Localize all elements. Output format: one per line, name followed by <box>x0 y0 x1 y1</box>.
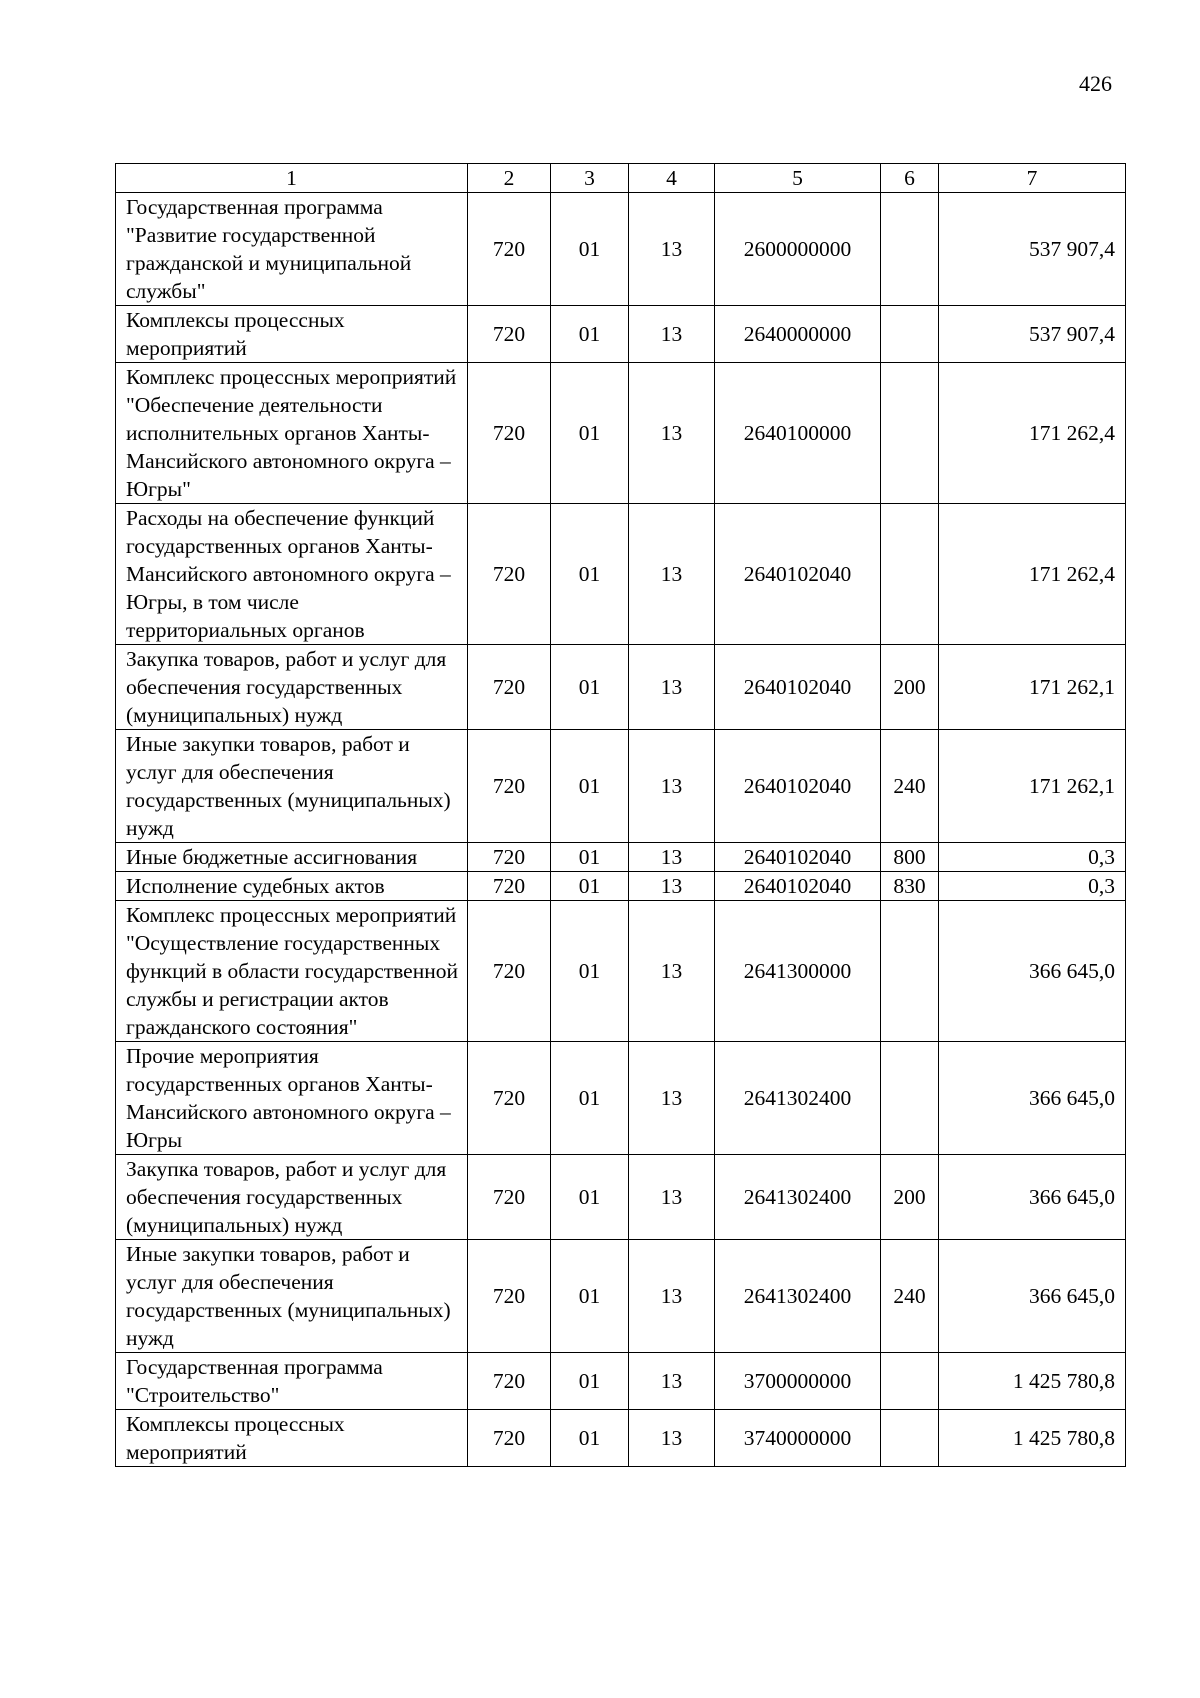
row-amount: 366 645,0 <box>939 1155 1126 1240</box>
row-col4: 13 <box>629 730 715 843</box>
row-name: Прочие мероприятия государственных органов Ханты-Мансийского автономного округа – Югры <box>116 1042 468 1155</box>
row-col6 <box>881 306 939 363</box>
header-cell: 6 <box>881 164 939 193</box>
row-col4: 13 <box>629 1353 715 1410</box>
row-col3: 01 <box>551 645 629 730</box>
header-cell: 4 <box>629 164 715 193</box>
row-col4: 13 <box>629 1240 715 1353</box>
table-row <box>116 843 1126 872</box>
budget-table <box>115 163 1126 1467</box>
table-row <box>116 1240 1126 1353</box>
row-name: Закупка товаров, работ и услуг для обеспечения государственных (муниципальных) нужд <box>116 645 468 730</box>
row-name: Иные бюджетные ассигнования <box>116 843 468 872</box>
row-col3: 01 <box>551 843 629 872</box>
row-col6: 240 <box>881 1240 939 1353</box>
row-amount: 171 262,1 <box>939 645 1126 730</box>
row-col4: 13 <box>629 306 715 363</box>
table-header-row <box>116 164 1126 193</box>
row-col2: 720 <box>468 504 551 645</box>
row-col2: 720 <box>468 306 551 363</box>
row-col4: 13 <box>629 901 715 1042</box>
row-name: Комплекс процессных мероприятий "Обеспечение деятельности исполнительных органов Ханты-Мансийского автономного округа – Югры" <box>116 363 468 504</box>
row-name: Комплексы процессных мероприятий <box>116 306 468 363</box>
row-name: Комплексы процессных мероприятий <box>116 1410 468 1467</box>
row-name: Иные закупки товаров, работ и услуг для обеспечения государственных (муниципальных) нужд <box>116 1240 468 1353</box>
row-col2: 720 <box>468 193 551 306</box>
row-amount: 171 262,4 <box>939 504 1126 645</box>
row-name: Государственная программа "Развитие государственной гражданской и муниципальной службы" <box>116 193 468 306</box>
page-number: 426 <box>1079 71 1112 96</box>
row-name: Закупка товаров, работ и услуг для обеспечения государственных (муниципальных) нужд <box>116 1155 468 1240</box>
row-col5: 2641302400 <box>715 1042 881 1155</box>
row-col6 <box>881 901 939 1042</box>
table-row <box>116 1155 1126 1240</box>
row-col2: 720 <box>468 1410 551 1467</box>
row-name: Иные закупки товаров, работ и услуг для обеспечения государственных (муниципальных) нужд <box>116 730 468 843</box>
row-col5: 2641300000 <box>715 901 881 1042</box>
row-col3: 01 <box>551 504 629 645</box>
row-col6 <box>881 363 939 504</box>
row-amount: 537 907,4 <box>939 193 1126 306</box>
row-amount: 0,3 <box>939 843 1126 872</box>
row-col6 <box>881 193 939 306</box>
row-col4: 13 <box>629 1155 715 1240</box>
row-col4: 13 <box>629 872 715 901</box>
row-col2: 720 <box>468 872 551 901</box>
header-cell: 7 <box>939 164 1126 193</box>
row-col3: 01 <box>551 363 629 504</box>
row-col6 <box>881 1353 939 1410</box>
table-row <box>116 1410 1126 1467</box>
row-col5: 2640102040 <box>715 872 881 901</box>
row-col2: 720 <box>468 901 551 1042</box>
row-col2: 720 <box>468 645 551 730</box>
row-name: Исполнение судебных актов <box>116 872 468 901</box>
row-col4: 13 <box>629 363 715 504</box>
row-col2: 720 <box>468 1240 551 1353</box>
row-col5: 2641302400 <box>715 1240 881 1353</box>
table-row <box>116 306 1126 363</box>
table-row <box>116 872 1126 901</box>
row-col5: 2641302400 <box>715 1155 881 1240</box>
row-col4: 13 <box>629 843 715 872</box>
row-col2: 720 <box>468 1042 551 1155</box>
table-row <box>116 1353 1126 1410</box>
row-col2: 720 <box>468 1353 551 1410</box>
row-col3: 01 <box>551 1353 629 1410</box>
row-col6: 200 <box>881 1155 939 1240</box>
header-cell: 1 <box>116 164 468 193</box>
row-col5: 2640000000 <box>715 306 881 363</box>
row-col5: 2640100000 <box>715 363 881 504</box>
row-col6: 240 <box>881 730 939 843</box>
row-col2: 720 <box>468 363 551 504</box>
row-amount: 537 907,4 <box>939 306 1126 363</box>
row-amount: 1 425 780,8 <box>939 1410 1126 1467</box>
header-cell: 3 <box>551 164 629 193</box>
row-col2: 720 <box>468 730 551 843</box>
table-row <box>116 1042 1126 1155</box>
row-col3: 01 <box>551 872 629 901</box>
row-col5: 2640102040 <box>715 730 881 843</box>
table-row <box>116 730 1126 843</box>
row-col3: 01 <box>551 193 629 306</box>
row-col3: 01 <box>551 1410 629 1467</box>
table-row <box>116 363 1126 504</box>
row-amount: 366 645,0 <box>939 1042 1126 1155</box>
row-col6 <box>881 1042 939 1155</box>
row-col5: 2640102040 <box>715 645 881 730</box>
row-amount: 0,3 <box>939 872 1126 901</box>
row-col3: 01 <box>551 1042 629 1155</box>
row-col6 <box>881 1410 939 1467</box>
row-col5: 3740000000 <box>715 1410 881 1467</box>
row-amount: 171 262,4 <box>939 363 1126 504</box>
row-amount: 1 425 780,8 <box>939 1353 1126 1410</box>
row-col5: 2640102040 <box>715 504 881 645</box>
table-row <box>116 645 1126 730</box>
row-amount: 171 262,1 <box>939 730 1126 843</box>
row-col4: 13 <box>629 1042 715 1155</box>
row-col6: 200 <box>881 645 939 730</box>
header-cell: 5 <box>715 164 881 193</box>
row-col5: 3700000000 <box>715 1353 881 1410</box>
row-col2: 720 <box>468 843 551 872</box>
row-col5: 2640102040 <box>715 843 881 872</box>
row-name: Государственная программа "Строительство" <box>116 1353 468 1410</box>
row-col3: 01 <box>551 901 629 1042</box>
row-col4: 13 <box>629 1410 715 1467</box>
row-col6: 800 <box>881 843 939 872</box>
row-col3: 01 <box>551 730 629 843</box>
row-col3: 01 <box>551 1240 629 1353</box>
header-cell: 2 <box>468 164 551 193</box>
row-col4: 13 <box>629 504 715 645</box>
row-col3: 01 <box>551 1155 629 1240</box>
row-col4: 13 <box>629 193 715 306</box>
table-row <box>116 901 1126 1042</box>
row-amount: 366 645,0 <box>939 1240 1126 1353</box>
row-col4: 13 <box>629 645 715 730</box>
row-amount: 366 645,0 <box>939 901 1126 1042</box>
table-row <box>116 193 1126 306</box>
row-col6: 830 <box>881 872 939 901</box>
row-col3: 01 <box>551 306 629 363</box>
row-col5: 2600000000 <box>715 193 881 306</box>
row-name: Расходы на обеспечение функций государственных органов Ханты-Мансийского автономного округа – Югры, в том числе территориальных органов <box>116 504 468 645</box>
row-col2: 720 <box>468 1155 551 1240</box>
row-col6 <box>881 504 939 645</box>
row-name: Комплекс процессных мероприятий "Осуществление государственных функций в области государственной службы и регистрации актов гражданского состояния" <box>116 901 468 1042</box>
table-row <box>116 504 1126 645</box>
